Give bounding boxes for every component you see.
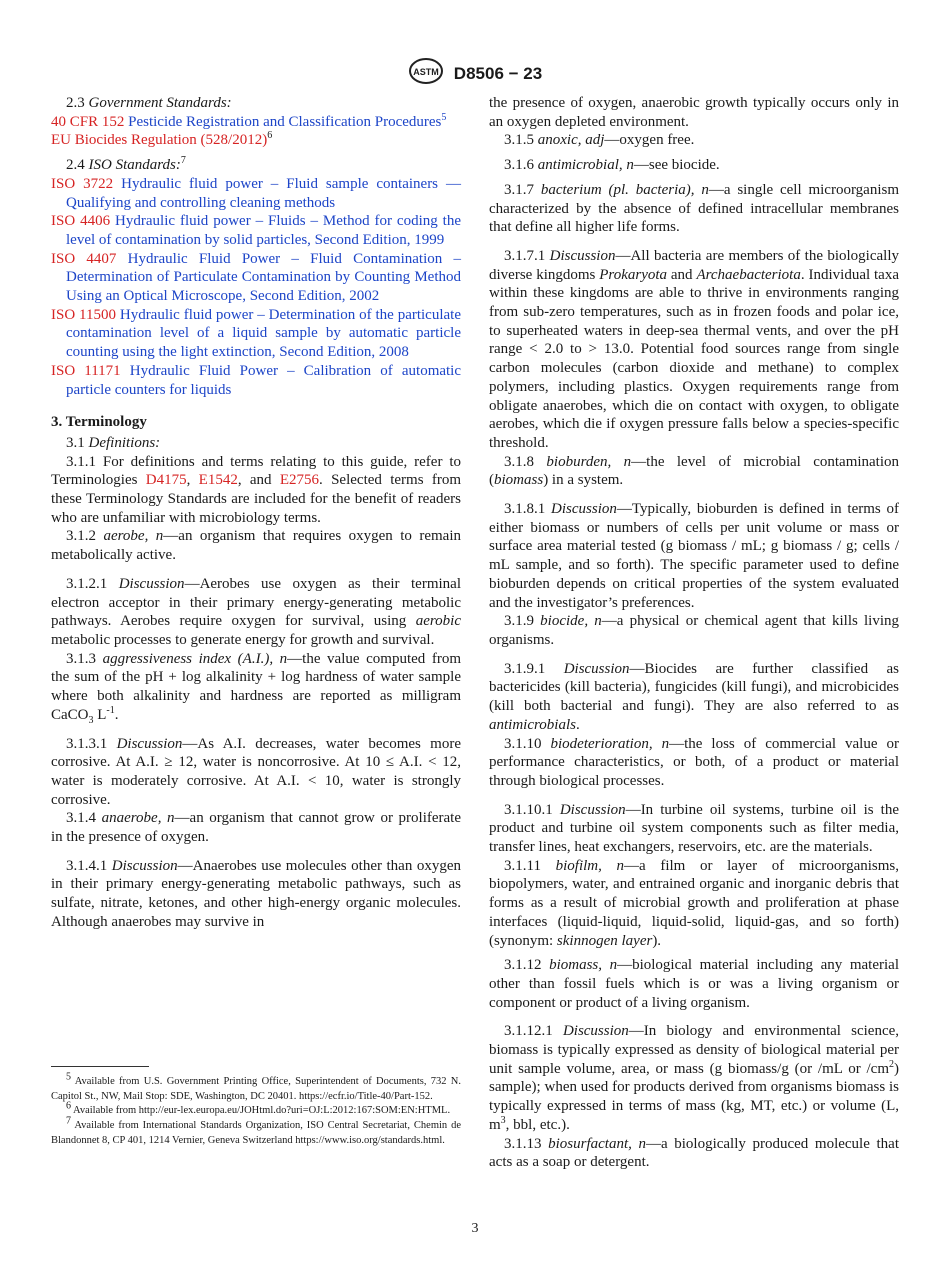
section-terminology-heading: 3. Terminology xyxy=(51,414,147,431)
link-e2756[interactable]: E2756 xyxy=(279,472,320,489)
para-3-1-12: 3.1.12 biomass, n—biological material including any material other than fossil fuels which is or was a living organism or component or product of a living organism. xyxy=(489,957,899,1011)
para-3-1-7: 3.1.7 bacterium (pl. bacteria), n—a single cell microorganism characterized by the absence of defined intracellular membranes that define all higher life forms. xyxy=(489,181,900,236)
left-column xyxy=(51,94,461,932)
link-e1542[interactable]: E1542 xyxy=(198,472,238,489)
link-d4175[interactable]: D4175 xyxy=(145,472,187,489)
footnote-5: $^5$ Available from U.S. Government Printing Office, Superintendent of Documents, 732 N. Capitol St., NW, Mail Stop: SDE, Washington, DC 20401. https://ecfr.io/Title-40/Part-152. xyxy=(51,1071,462,1102)
para-3-1-5: 3.1.5 anoxic, adj—oxygen free. xyxy=(504,132,695,149)
footnotes xyxy=(51,1071,462,1149)
para-3-1-13: 3.1.13 biosurfactant, n—a biologically produced molecule that acts as a soap or detergent. xyxy=(489,1135,899,1171)
reference-iso-11171[interactable]: ISO 11171 Hydraulic Fluid Power – Calibration of automatic particle counters for liquids xyxy=(51,362,462,398)
para-3-1-6: 3.1.6 antimicrobial, n—see biocide. xyxy=(504,157,720,174)
para-3-1-9-1: 3.1.9.1 Discussion—Biocides are further classified as bactericides (kill bacteria), fungicides (kill fungi), and microbicides (kill both bacterial and fungi). They are also referred to as antimicrobials. xyxy=(489,660,899,733)
right-column xyxy=(489,94,899,1172)
para-3-1-8: 3.1.8 bioburden, n—the level of microbial contamination (biomass) in a system. xyxy=(489,453,900,489)
footnote-7: $^7$ Available from International Standards Organization, ISO Central Secretariat, Chemin de Blandonnet 8, CP 401, 1214 Vernier, Geneva Switzerland https://www.iso.org/standards.html. xyxy=(51,1115,461,1146)
para-3-1-10-1: 3.1.10.1 Discussion—In turbine oil systems, turbine oil is the product and turbine oil system components such as filter media, transfer lines, heat exchangers, reservoirs, etc. are the materials. xyxy=(489,801,900,856)
para-3-1-8-1: 3.1.8.1 Discussion—Typically, bioburden is defined in terms of either biomass or numbers of cells per unit volume or mass or surface area material tested (g biomass / mL; g biomass / g; cells / mL sample, and so forth). The specific parameter used to define bioburden depends on critical properties of the system evaluated and the investigator’s preferences. xyxy=(489,501,900,611)
para-3-1-3: 3.1.3 aggressiveness index (A.I.), n—the value computed from the sum of the pH + log alkalinity + log hardness of water sample where both alkalinity and hardness are reported as milligram CaCO$_3$ $L^{-1}$. xyxy=(51,650,462,726)
para-3-1-2-1: 3.1.2.1 Discussion—Aerobes use oxygen as their terminal electron acceptor in their primary energy-generating metabolic pathways. Aerobes require oxygen for survival, using aerobic metabolic processes to generate energy for growth and survival. xyxy=(51,575,461,648)
astm-logo-icon xyxy=(408,58,444,89)
iso-standards-heading: 2.4 ISO Standards:$^7$ xyxy=(66,155,186,174)
page-header xyxy=(0,58,950,89)
para-3-1-12-1: 3.1.12.1 Discussion—In biology and environmental science, biomass is typically expressed as density of biological material per unit sample volume, area, or mass (g biomass/g (or /mL or $/cm^2$) sample); when used for products derived from organisms biomass is typically expressed in terms of mass (kg, MT, etc.) or volume (L, $m^3$, bbl, etc.). xyxy=(489,1023,900,1133)
para-3-1-4-1-continued: the presence of oxygen, anaerobic growth typically occurs only in an oxygen depleted environment. xyxy=(489,95,899,130)
para-3-1-10: 3.1.10 biodeterioration, n—the loss of commercial value or performance characteristics, or both, of a product or material through biological processes. xyxy=(489,735,900,789)
reference-iso-4406[interactable]: ISO 4406 Hydraulic fluid power – Fluids – Method for coding the level of contamination by solid particles, Second Edition, 1999 xyxy=(51,213,462,248)
para-3-1-1: 3.1.1 For definitions and terms relating to this guide, refer to Terminologies D4175, E1542, and E2756. Selected terms from these Terminology Standards are included for the benefit of readers who are unfamiliar with microbiology terms. xyxy=(51,453,461,526)
footnote-6: $^6$ Available from http://eur-lex.europa.eu/JOHtml.do?uri=OJ:L:2012:167:SOM:EN:HTML. xyxy=(66,1100,451,1117)
reference-iso-3722[interactable]: ISO 3722 Hydraulic fluid power – Fluid sample containers — Qualifying and controlling cleaning methods xyxy=(51,175,461,211)
gov-standards-heading: 2.3 Government Standards: xyxy=(66,95,232,111)
reference-eu-biocides[interactable]: EU Biocides Regulation $(528/2012)^6$ xyxy=(51,130,273,149)
page-number: 3 xyxy=(471,1221,479,1236)
para-3-1-9: 3.1.9 biocide, n—a physical or chemical agent that kills living organisms. xyxy=(489,613,900,648)
para-3-1-3-1: 3.1.3.1 Discussion—As A.I. decreases, water becomes more corrosive. At A.I. ≥ 12, water is noncorrosive. At 10 ≤ A.I. < 12, water is moderately corrosive. At A.I. < 10, water is strongly corrosive. xyxy=(51,735,461,808)
para-3-1-7-1: 3.1.7.1 Discussion—All bacteria are members of the biologically diverse kingdoms Prokaryota and Archaebacteriota. Individual taxa within these kingdoms are able to thrive in environments ranging from sub-zero temperatures, such as in frozen foods and polar ice, to superheated waters in deep-sea thermal vents, and over the pH range < 2.0 to > 13.0. Potential food sources range from single carbon molecules (carbon dioxide and methane) to complex polymers, including plastics. Oxygen requirements range from obligate anaerobes, which die on contact with oxygen, to obligate aerobes, which die if oxygen pressure falls below a species-specific threshold. xyxy=(489,247,899,451)
para-3-1-4: 3.1.4 anaerobe, n—an organism that cannot grow or proliferate in the presence of oxygen. xyxy=(51,810,461,846)
footnote-divider xyxy=(51,1066,149,1067)
para-3-1-2: 3.1.2 aerobe, n—an organism that requires oxygen to remain metabolically active. xyxy=(51,528,461,564)
para-3-1-4-1: 3.1.4.1 Discussion—Anaerobes use molecules other than oxygen in their primary energy-generating metabolic pathways, such as sulfate, nitrate, ketones, and other high-energy organic molecules. Although anaerobes may survive in xyxy=(51,857,462,930)
reference-iso-4407[interactable]: ISO 4407 Hydraulic Fluid Power – Fluid Contamination – Determination of Particulate Contamination by Counting Method Using an Optical Microscope, Second Edition, 2002 xyxy=(51,250,461,305)
definitions-heading: 3.1 Definitions: xyxy=(66,434,161,451)
document-id: D8506 − 23 xyxy=(453,63,543,83)
reference-cfr-152[interactable]: 40 CFR 152 Pesticide Registration and Classification Procedures$^5$ xyxy=(51,111,447,130)
reference-iso-11500[interactable]: ISO 11500 Hydraulic fluid power – Determination of the particulate contamination level of a liquid sample by automatic particle counting using the light extinction, Second Edition, 2008 xyxy=(51,306,461,361)
astm-logo-text: ASTM xyxy=(413,67,439,77)
para-3-1-11: 3.1.11 biofilm, n—a film or layer of microorganisms, biopolymers, water, and entrained organic and inorganic debris that forms as a result of microbial growth and proliferation at phase interfaces (liquid-liquid, liquid-solid, liquid-gas, and so forth) (synonym: skinnogen layer). xyxy=(489,857,899,949)
